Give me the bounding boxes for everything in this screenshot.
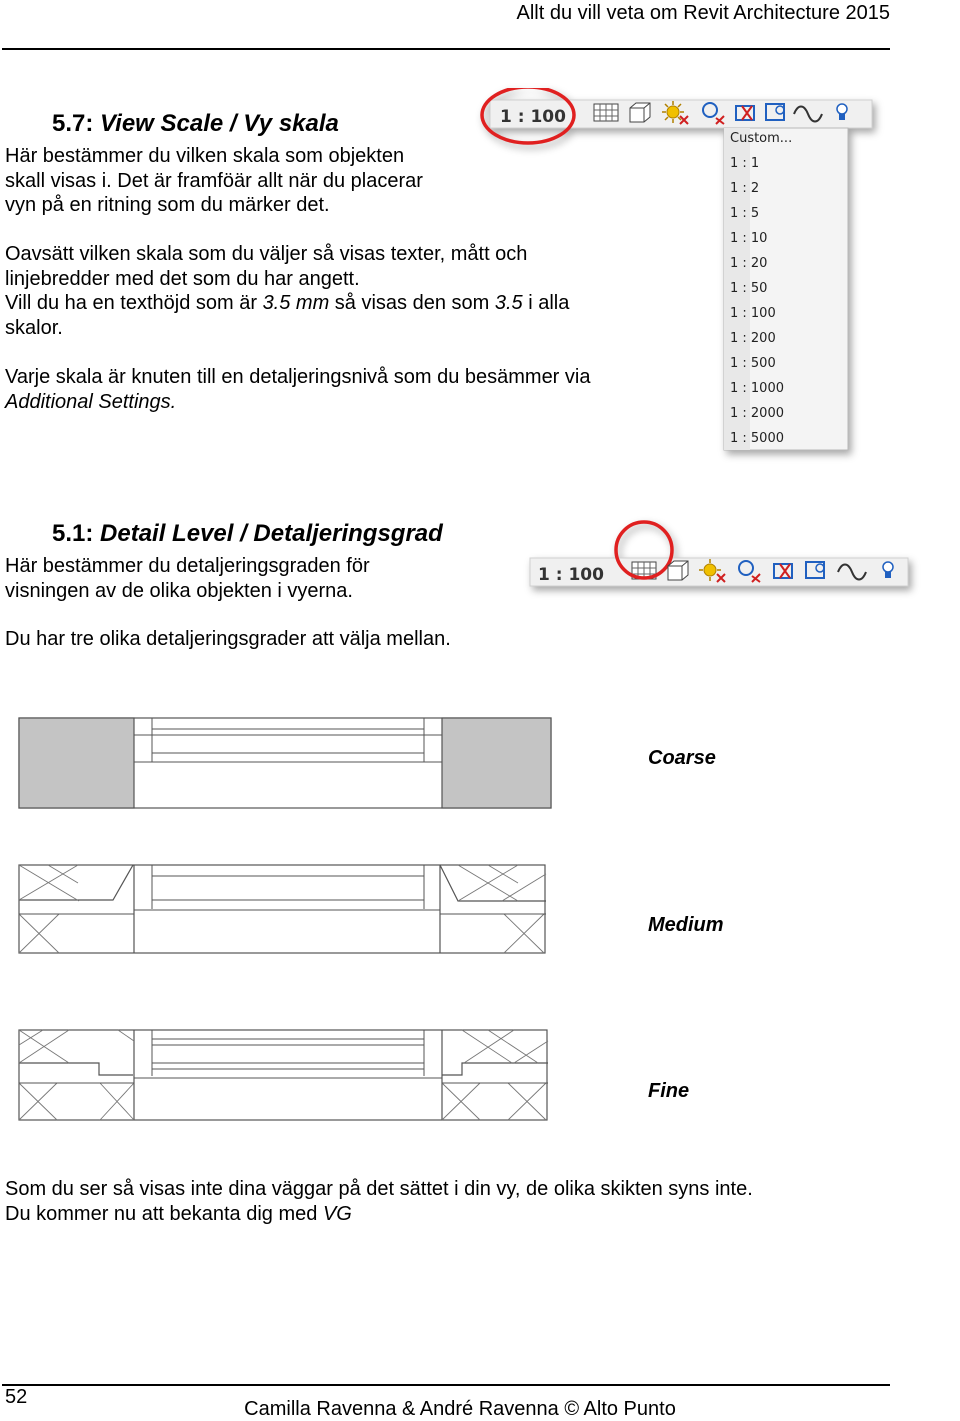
text-line: Additional Settings. — [5, 390, 177, 413]
text-italic: 3.5 — [494, 292, 523, 314]
menu-item-scale[interactable]: 1 : 200 — [730, 331, 776, 346]
coarse-wall-right — [442, 718, 551, 808]
page-number: 52 — [5, 1386, 28, 1408]
text-span: så visas den som — [329, 292, 495, 314]
coarse-wall-drawing — [18, 717, 554, 811]
footer-rule — [2, 1384, 890, 1386]
text-line: Varje skala är knuten till en detaljeringsnivå som du besämmer via — [5, 366, 591, 388]
closing-paragraph — [5, 1177, 753, 1226]
visual-style-icon — [668, 561, 688, 580]
menu-item-scale[interactable]: 1 : 10 — [730, 231, 768, 246]
menu-item-scale[interactable]: 1 : 50 — [730, 281, 768, 296]
text-span: Vill du ha en texthöjd som är — [5, 292, 263, 314]
running-header: Allt du vill veta om Revit Architecture 2015 — [516, 2, 890, 24]
text-line: skalor. — [5, 316, 63, 339]
header-rule — [2, 48, 890, 50]
paragraph-detail-level-1 — [5, 554, 370, 603]
menu-item-scale[interactable]: 1 : 5 — [730, 206, 760, 221]
medium-wall-drawing — [18, 864, 548, 956]
coarse-wall-left — [19, 718, 134, 808]
scale-menu-screenshot — [480, 88, 890, 460]
text-line: Här bestämmer du detaljeringsgraden för — [5, 555, 370, 577]
menu-item-custom[interactable]: Custom... — [730, 131, 793, 146]
menu-item-scale[interactable]: 1 : 1 — [730, 156, 760, 171]
text-line: visningen av de olika objekten i vyerna. — [5, 579, 353, 602]
text-line: Som du ser så visas inte dina väggar på det sättet i din vy, de olika skikten syns inte. — [5, 1178, 753, 1200]
text-span: i alla — [522, 292, 570, 314]
section-title: View Scale / Vy skala — [100, 110, 339, 137]
section-number: 5.7: — [52, 110, 94, 137]
label-fine: Fine — [648, 1080, 690, 1102]
text-line: vyn på en ritning som du märker det. — [5, 194, 330, 216]
scale-value: 1 : 100 — [538, 565, 604, 585]
label-medium: Medium — [648, 914, 724, 936]
text-italic: VG — [322, 1202, 352, 1225]
section-title: Detail Level / Detaljeringsgrad — [100, 520, 443, 547]
text-line: Oavsätt vilken skala som du väljer så visas texter, mått och — [5, 243, 528, 265]
section-heading-view-scale — [52, 110, 339, 138]
text-line: Här bestämmer du vilken skala som objekten — [5, 145, 405, 167]
text-span: Du kommer nu att bekanta dig med — [5, 1202, 323, 1225]
menu-item-scale[interactable]: 1 : 2 — [730, 181, 760, 196]
text-italic: 3.5 mm — [262, 292, 330, 314]
fine-wall-drawing — [18, 1029, 550, 1123]
menu-item-scale[interactable]: 1 : 1000 — [730, 381, 784, 396]
footer-credits: Camilla Ravenna & André Ravenna © Alto Punto — [244, 1398, 676, 1420]
visual-style-icon — [630, 103, 650, 122]
text-line: linjebredder med det som du har angett. — [5, 267, 360, 290]
menu-item-scale[interactable]: 1 : 2000 — [730, 406, 784, 421]
detail-level-toolbar-screenshot — [520, 518, 920, 608]
menu-item-scale[interactable]: 1 : 20 — [730, 256, 768, 271]
section-number: 5.1: — [52, 520, 94, 547]
paragraph-detail-level-2: Du har tre olika detaljeringsgrader att välja mellan. — [5, 628, 451, 650]
label-coarse: Coarse — [648, 747, 716, 769]
detail-level-icon — [594, 104, 618, 121]
section-heading-detail-level — [52, 520, 443, 548]
menu-item-scale[interactable]: 1 : 5000 — [730, 431, 784, 446]
text-line: skall visas i. Det är framföär allt när du placerar — [5, 169, 423, 192]
menu-item-scale[interactable]: 1 : 500 — [730, 356, 776, 371]
menu-item-scale[interactable]: 1 : 100 — [730, 306, 776, 321]
scale-value: 1 : 100 — [500, 107, 566, 127]
text-line — [5, 1202, 753, 1227]
paragraph-view-scale-1 — [5, 144, 423, 218]
